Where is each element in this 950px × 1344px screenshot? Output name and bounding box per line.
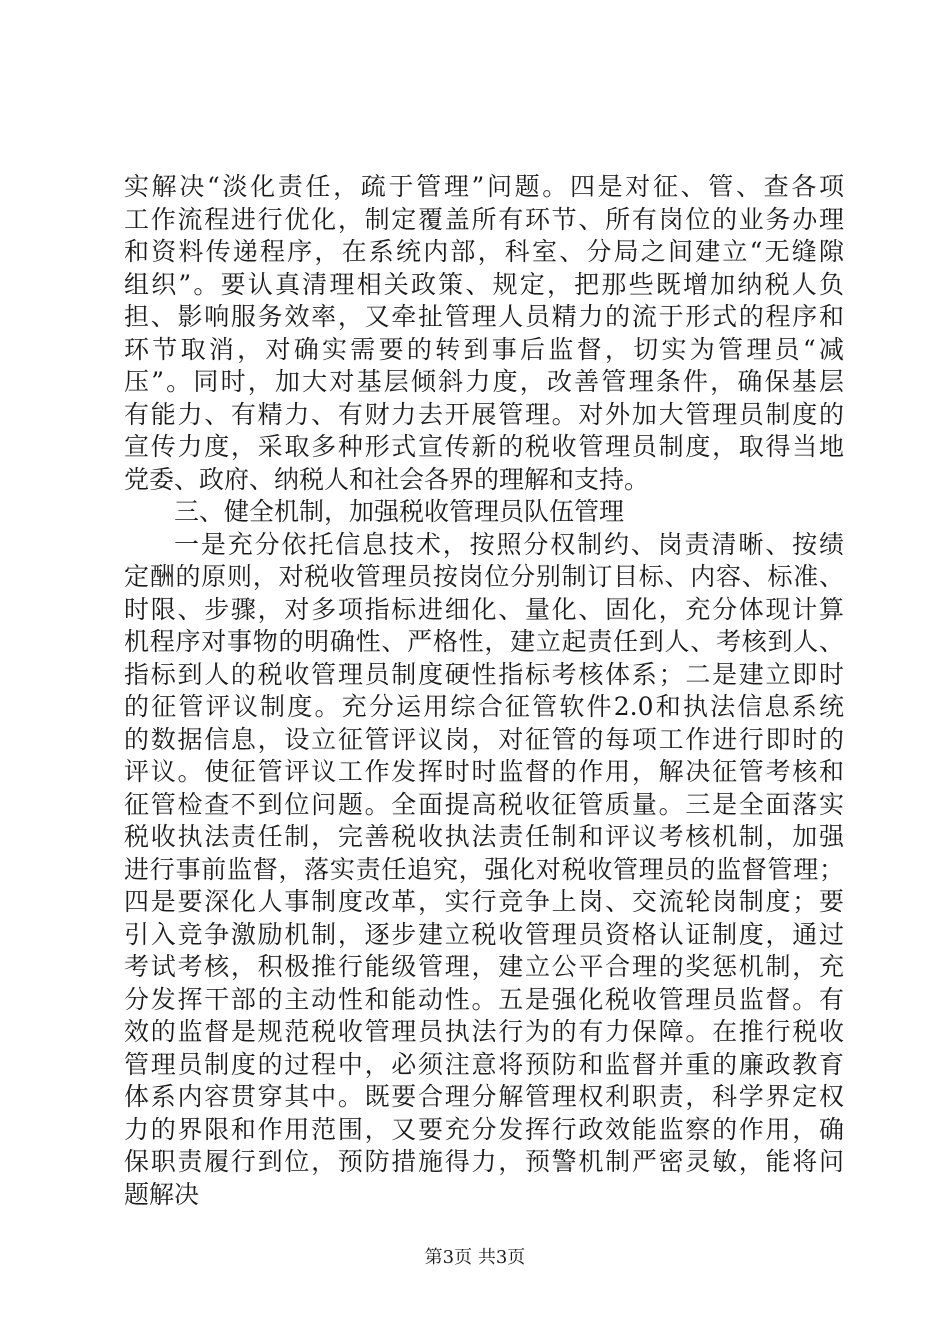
text-line: 四是要深化人事制度改革，实行竞争上岗、交流轮岗制度；要 <box>124 887 844 916</box>
text-line: 时限、步骤，对多项指标进细化、量化、固化，充分体现计算 <box>124 594 844 624</box>
text-line: 效的监督是规范税收管理员执法行为的有力保障。在推行税收 <box>124 1017 844 1046</box>
body-text <box>124 171 844 1211</box>
text-line: 分发挥干部的主动性和能动性。五是强化税收管理员监督。有 <box>124 984 844 1014</box>
text-line: 和资料传递程序，在系统内部，科室、分局之间建立“无缝隙 <box>124 237 844 266</box>
text-line: 管理员制度的过程中，必须注意将预防和监督并重的廉政教育 <box>124 1049 844 1079</box>
text-line: 一是充分依托信息技术，按照分权制约、岗责清晰、按绩 <box>174 529 844 559</box>
text-line: 题解决 <box>124 1179 200 1209</box>
text-line: 有能力、有精力、有财力去开展管理。对外加大管理员制度的 <box>124 399 844 429</box>
text-line: 进行事前监督，落实责任追究，强化对税收管理员的监督管理； <box>124 854 844 884</box>
text-line: 保职责履行到位，预防措施得力，预警机制严密灵敏，能将问 <box>124 1147 844 1176</box>
text-line: 考试考核，积极推行能级管理，建立公平合理的奖惩机制，充 <box>124 952 844 981</box>
text-line: 工作流程进行优化，制定覆盖所有环节、所有岗位的业务办理 <box>124 204 844 234</box>
text-line: 党委、政府、纳税人和社会各界的理解和支持。 <box>124 464 650 494</box>
text-line: 力的界限和作用范围，又要充分发挥行政效能监察的作用，确 <box>124 1114 844 1144</box>
text-line: 评议。使征管评议工作发挥时时监督的作用，解决征管考核和 <box>124 757 844 786</box>
text-line: 压”。同时，加大对基层倾斜力度，改善管理条件，确保基层 <box>124 367 844 396</box>
text-line: 实解决“淡化责任，疏于管理”问题。四是对征、管、查各项 <box>124 172 844 201</box>
text-line: 机程序对事物的明确性、严格性，建立起责任到人、考核到人、 <box>124 627 844 656</box>
text-line: 定酬的原则，对税收管理员按岗位分别制订目标、内容、标准、 <box>124 562 844 591</box>
page-footer: 第3页 共3页 <box>424 1247 526 1268</box>
text-line: 担、影响服务效率，又牵扯管理人员精力的流于形式的程序和 <box>124 302 844 331</box>
text-line: 环节取消，对确实需要的转到事后监督，切实为管理员“减 <box>124 334 844 364</box>
text-line: 征管检查不到位问题。全面提高税收征管质量。三是全面落实 <box>124 789 844 819</box>
text-line: 的数据信息，设立征管评议岗，对征管的每项工作进行即时的 <box>124 724 844 754</box>
text-line: 的征管评议制度。充分运用综合征管软件2.0和执法信息系统 <box>124 692 844 721</box>
text-line: 税收执法责任制，完善税收执法责任制和评议考核机制，加强 <box>124 822 844 851</box>
text-line: 引入竞争激励机制，逐步建立税收管理员资格认证制度，通过 <box>124 919 844 949</box>
text-line: 指标到人的税收管理员制度硬性指标考核体系；二是建立即时 <box>124 659 844 689</box>
text-line: 组织”。要认真清理相关政策、规定，把那些既增加纳税人负 <box>124 269 844 299</box>
text-line: 体系内容贯穿其中。既要合理分解管理权利职责，科学界定权 <box>124 1082 844 1111</box>
section-heading: 三、健全机制，加强税收管理员队伍管理 <box>174 497 625 526</box>
text-line: 宣传力度，采取多种形式宣传新的税收管理员制度，取得当地 <box>124 432 844 461</box>
